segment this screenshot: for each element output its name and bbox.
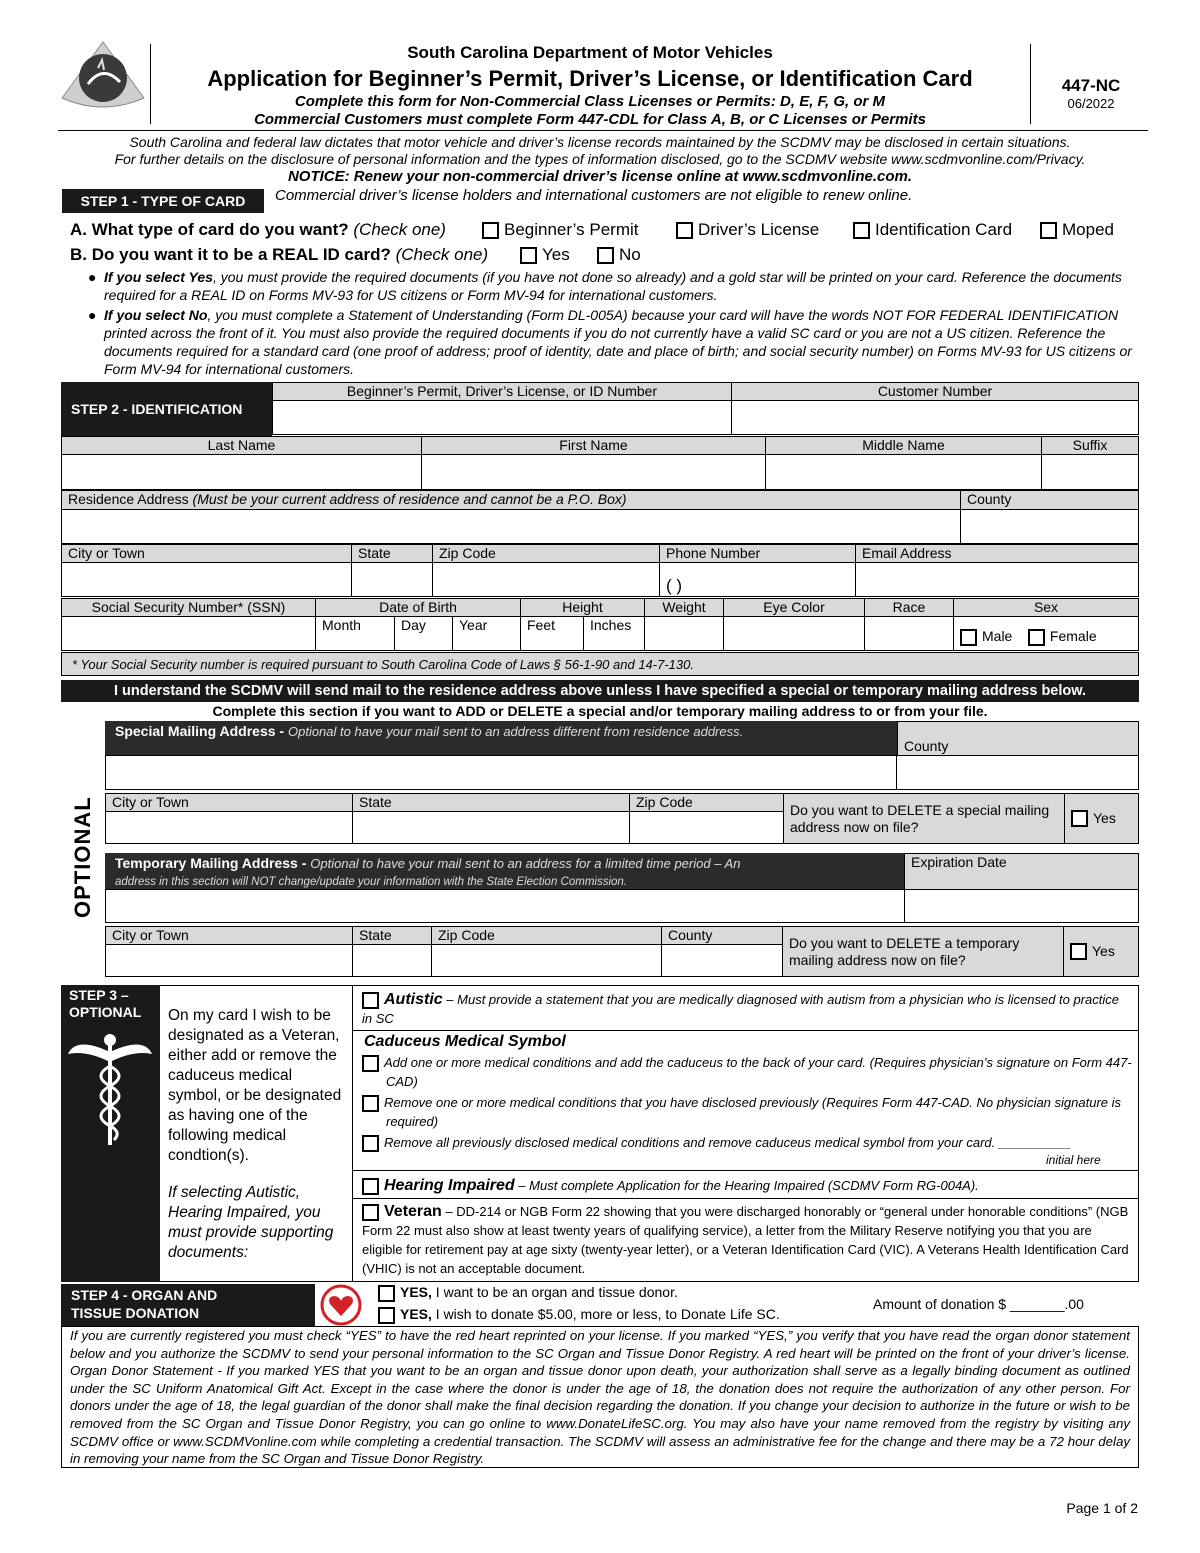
sex-female-checkbox[interactable]: Female [1028, 628, 1097, 644]
temp-county-label: County [662, 927, 783, 945]
step2-label: STEP 2 - IDENTIFICATION [61, 382, 272, 436]
customer-number-field[interactable] [732, 401, 1139, 435]
organ-donor-yes[interactable]: YES, I want to be an organ and tissue donor. [378, 1284, 678, 1302]
race-label: Race [865, 599, 954, 617]
customer-number-label: Customer Number [732, 383, 1139, 401]
state-label: State [352, 545, 433, 563]
scdmv-logo [58, 38, 148, 114]
first-name-field[interactable] [422, 455, 766, 490]
email-field[interactable] [856, 563, 1139, 597]
card-type-drivers-license[interactable]: Driver’s License [676, 220, 819, 240]
disclosure-line-1: South Carolina and federal law dictates that motor vehicle and driver’s license records maintained by the SCDMV may be disclosed in certain situations. [129, 134, 1071, 150]
temp-zip-field[interactable] [432, 945, 662, 977]
sex-male-checkbox[interactable]: Male [960, 628, 1012, 644]
department-name: South Carolina Department of Motor Vehicles [407, 43, 773, 62]
id-number-field[interactable] [273, 401, 732, 435]
zip-field[interactable] [433, 563, 660, 597]
form-number: 447-NC [1061, 76, 1121, 95]
mail-understand-banner: I understand the SCDMV will send mail to the residence address above unless I have specified a special or temporary mailing address below. [61, 680, 1139, 702]
form-subtitle-1: Complete this form for Non-Commercial Class Licenses or Permits: D, E, F, G, or M [294, 93, 886, 110]
real-id-yes[interactable]: Yes [520, 245, 570, 265]
temp-state-field[interactable] [353, 945, 432, 977]
delete-special-question: Do you want to DELETE a special mailing address now on file? [784, 794, 1065, 844]
temp-county-field[interactable] [662, 945, 783, 977]
special-mailing-header: Special Mailing Address - Optional to have your mail sent to an address different from residence address. [105, 721, 897, 755]
caduceus-add-option[interactable]: Add one or more medical conditions and add the caduceus to the back of your card. (Requires physician’s signature on Form 447-CAD) [362, 1053, 1136, 1091]
city-field[interactable] [62, 563, 352, 597]
card-type-identification-card[interactable]: Identification Card [853, 220, 1012, 240]
delete-temp-yes[interactable]: Yes [1064, 927, 1139, 977]
form-date: 06/2022 [1067, 96, 1115, 111]
special-state-label: State [353, 794, 630, 812]
special-county-field[interactable] [897, 756, 1139, 790]
expiration-date-label: Expiration Date [905, 854, 1139, 890]
middle-name-field[interactable] [766, 455, 1042, 490]
disclosure-line-2: For further details on the disclosure of personal information and the types of information disclosed, go to the SCDMV website www.scdmvonline.com/Privacy. [114, 151, 1086, 167]
phone-field[interactable]: ( ) [660, 563, 856, 597]
ssn-field[interactable] [62, 617, 316, 651]
expiration-date-field[interactable] [905, 890, 1139, 923]
temp-state-label: State [353, 927, 432, 945]
dob-month[interactable]: Month [316, 617, 395, 651]
special-city-label: City or Town [106, 794, 353, 812]
step4-label: STEP 4 - ORGAN AND TISSUE DONATION [61, 1284, 315, 1326]
special-zip-label: Zip Code [630, 794, 784, 812]
phone-label: Phone Number [660, 545, 856, 563]
caduceus-remove-some-option[interactable]: Remove one or more medical conditions that you have disclosed previously (Requires Form 447-CAD. No physician signature is required) [362, 1093, 1136, 1131]
ssn-note: * Your Social Security number is required pursuant to South Carolina Code of Laws § 56-1-90 and 14-7-130. [61, 652, 1139, 676]
middle-name-label: Middle Name [766, 437, 1042, 455]
caduceus-remove-all-option[interactable]: Remove all previously disclosed medical conditions and remove caduceus medical symbol from your card. __________ [362, 1133, 1132, 1152]
first-name-label: First Name [422, 437, 766, 455]
weight-label: Weight [645, 599, 724, 617]
email-label: Email Address [856, 545, 1139, 563]
caduceus-icon [64, 1030, 156, 1150]
residence-address-field[interactable] [62, 510, 961, 544]
step3-supporting-note: If selecting Autistic, Hearing Impaired, you must provide supporting documents: [168, 1184, 334, 1261]
real-id-no[interactable]: No [597, 245, 641, 265]
mail-complete-note: Complete this section if you want to ADD or DELETE a special and/or temporary mailing address to or from your file. [212, 703, 988, 719]
veteran-option[interactable]: Veteran – DD-214 or NGB Form 22 showing that you were discharged honorably or “general under honorable conditions” (NGB Form 22 must also show at least twenty years of qualifying service), a letter from the Military Reserve notifying you that you are eligible for retirement pay at age sixty (twenty-year letter), or a Veteran Identification Card (VIC). A Veterans Health Identification Card (VHIC) is not an acceptable document. [362, 1203, 1129, 1277]
form-subtitle-2: Commercial Customers must complete Form 447-CDL for Class A, B, or C Licenses or Permits [254, 111, 926, 128]
autistic-option[interactable]: Autistic – Must provide a statement that you are medically diagnosed with autism from a physician who is licensed to practice in SC [362, 991, 1120, 1027]
weight-field[interactable] [645, 617, 724, 651]
height-label: Height [521, 599, 645, 617]
id-number-label: Beginner’s Permit, Driver’s License, or ID Number [273, 383, 732, 401]
race-field[interactable] [865, 617, 954, 651]
last-name-field[interactable] [62, 455, 422, 490]
county-label: County [961, 491, 1139, 510]
city-label: City or Town [62, 545, 352, 563]
height-inches[interactable]: Inches [584, 617, 645, 651]
card-type-beginners-permit[interactable]: Beginner’s Permit [482, 220, 639, 240]
organ-donor-statement: If you are currently registered you must check “YES” to have the red heart reprinted on your license. If you marked “YES,” you verify that you have read the organ donor statement below and you authorize the SCDMV to send your personal information to the SC Organ and Tissue Donor Registry. A red heart will be printed on the front of your driver’s license. Organ Donor Statement - If you marked YES that you want to be an organ and tissue donor upon death, your authorization shall serve as a legally binding document as outlined under the SC Uniform Anatomical Gift Act. Except in the case where the donor is under the age of 18, the donation does not require the authorization of any other person. For donors under the age of 18, the legal guardian of the donor shall make the final decision regarding the donation. If you change your decision to authorize in the future or wish to be removed from the SC Organ and Tissue Donor Registry, you can go online to www.DonateLifeSC.org. You may also have your name removed from the registry by visiting any SCDMV office or www.SCDMVonline.com while completing a credential transaction. The SCDMV will assess an administrative fee for the change and there may be a 72 hour delay in removing your name from the SC Organ and Tissue Donor Registry. [61, 1326, 1139, 1468]
eye-color-field[interactable] [724, 617, 865, 651]
donate-five-yes[interactable]: YES, I wish to donate $5.00, more or less, to Donate Life SC. [378, 1306, 780, 1324]
eye-color-label: Eye Color [724, 599, 865, 617]
temp-address-field[interactable] [106, 890, 905, 923]
caduceus-title: Caduceus Medical Symbol [364, 1033, 566, 1050]
card-type-moped[interactable]: Moped [1040, 220, 1114, 240]
county-field[interactable] [961, 510, 1139, 544]
special-city-field[interactable] [106, 812, 353, 844]
state-field[interactable] [352, 563, 433, 597]
sex-label: Sex [954, 599, 1139, 617]
delete-special-yes[interactable]: Yes [1065, 794, 1139, 844]
dob-label: Date of Birth [316, 599, 521, 617]
temp-city-field[interactable] [106, 945, 353, 977]
question-a: A. What type of card do you want? (Check one) [70, 220, 446, 239]
delete-temp-question: Do you want to DELETE a temporary mailing address now on file? [783, 927, 1064, 977]
temp-city-label: City or Town [106, 927, 353, 945]
question-b: B. Do you want it to be a REAL ID card? (Check one) [70, 245, 489, 264]
hearing-impaired-option[interactable]: Hearing Impaired – Must complete Application for the Hearing Impaired (SCDMV Form RG-004A). [362, 1177, 1132, 1195]
residence-address-label: Residence Address (Must be your current address of residence and cannot be a P.O. Box) [62, 491, 961, 510]
renew-notice: NOTICE: Renew your non-commercial driver’s license online at www.scdmvonline.com. [287, 168, 913, 185]
real-id-yes-note: ● If you select Yes, you must provide the required documents (if you have not done so already) and a gold star will be printed on your card. Reference the documents required for a REAL ID on Forms MV-93 for US citizens or Form MV-94 for international customers. [88, 269, 1122, 303]
optional-vertical-label: OPTIONAL [70, 796, 95, 918]
step3-description: On my card I wish to be designated as a Veteran, either add or remove the caduceus medical symbol, or be designated as having one of the following medical condtion(s). [168, 1007, 342, 1164]
form-title: Application for Beginner’s Permit, Driver’s License, or Identification Card [207, 66, 973, 91]
special-state-field[interactable] [353, 812, 630, 844]
sex-options [954, 617, 1139, 651]
step1-label: STEP 1 - TYPE OF CARD [62, 189, 264, 213]
height-feet[interactable]: Feet [521, 617, 584, 651]
donate-life-heart-icon [319, 1284, 363, 1326]
real-id-no-note: ● If you select No, you must complete a Statement of Understanding (Form DL-005A) because your card will have the words NOT FOR FEDERAL IDENTIFICATION printed across the front of it. You must also provide the required documents if you do not currently have a valid SC card or you are not a US citizen. Reference the documents required for a standard card (one proof of address; proof of identity, date and place of birth; and social security number) on Forms MV-93 for US citizens or Form MV-94 for international customers. [88, 307, 1132, 377]
suffix-label: Suffix [1042, 437, 1139, 455]
ssn-label: Social Security Number* (SSN) [62, 599, 316, 617]
step3-label-block: STEP 3 – OPTIONAL [61, 985, 160, 1282]
temp-zip-label: Zip Code [432, 927, 662, 945]
initial-here-label: initial here [1046, 1153, 1101, 1167]
last-name-label: Last Name [62, 437, 422, 455]
page-number: Page 1 of 2 [1066, 1500, 1138, 1516]
renew-ineligible-note: Commercial driver’s license holders and international customers are not eligible to renew online. [275, 187, 913, 204]
donation-amount[interactable]: Amount of donation $ _______.00 [873, 1296, 1084, 1312]
special-zip-field[interactable] [630, 812, 784, 844]
special-address-field[interactable] [106, 756, 897, 790]
temp-mailing-header: Temporary Mailing Address - Optional to have your mail sent to an address for a limited time period – An address in this section will NOT change/update your information with the State Election Commission. [105, 853, 904, 889]
zip-label: Zip Code [433, 545, 660, 563]
dob-year[interactable]: Year [453, 617, 521, 651]
dob-day[interactable]: Day [395, 617, 453, 651]
special-county-label: County [898, 722, 1139, 756]
suffix-field[interactable] [1042, 455, 1139, 490]
